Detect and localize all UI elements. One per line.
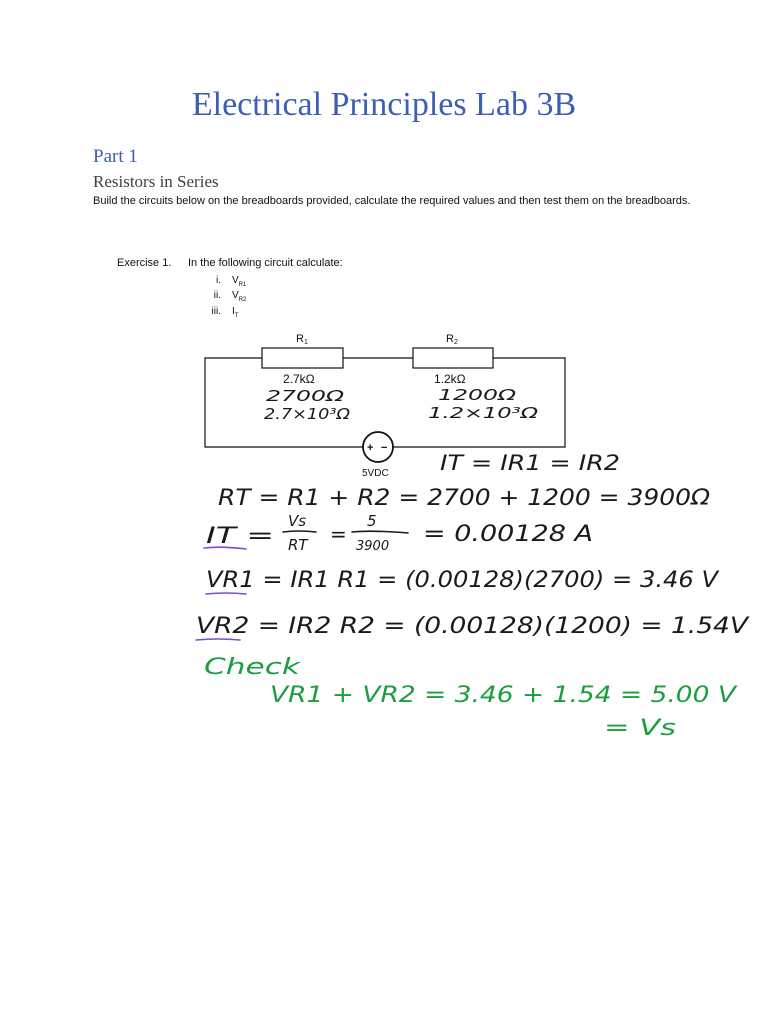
it-rhs: = 0.00128 A	[423, 522, 593, 547]
document-title: Electrical Principles Lab 3B	[191, 86, 577, 123]
list-item-main: I	[232, 306, 235, 317]
total-resistance-line: RT = R1 + R2 = 2700 + 1200 = 3900Ω	[218, 486, 711, 511]
r2-note-sci: 1.2×10³Ω	[428, 404, 539, 422]
current-relation: IT = IR1 = IR2	[440, 451, 620, 475]
it-lhs: IT =	[206, 524, 274, 549]
list-item-main: V	[232, 290, 239, 301]
check-label: Check	[204, 655, 302, 680]
r2-note-ohms: 1200Ω	[438, 386, 517, 404]
it-frac1-num: Vs	[288, 512, 307, 530]
source-minus: −	[381, 442, 388, 454]
vr2-underline	[196, 639, 240, 640]
r1-note-sci: 2.7×10³Ω	[264, 405, 351, 423]
exercise-prompt: In the following circuit calculate:	[188, 257, 343, 269]
r1-label: R1	[296, 333, 308, 346]
fraction-bar-2	[352, 531, 408, 533]
part-heading: Part 1	[93, 146, 138, 167]
resistor-r1-body	[262, 348, 343, 368]
fraction-bar-1	[283, 531, 316, 532]
it-frac2-den: 3900	[356, 539, 390, 554]
check-result: = Vs	[604, 716, 676, 741]
r2-label: R2	[446, 333, 458, 346]
exercise-label: Exercise 1.	[117, 257, 172, 269]
list-item-number: iii.	[211, 306, 221, 317]
it-frac2-num: 5	[367, 512, 377, 530]
source-plus: +	[367, 442, 374, 454]
section-subheading: Resistors in Series	[93, 172, 219, 191]
r2-value: 1.2kΩ	[434, 372, 466, 386]
r1-note-ohms: 2700Ω	[266, 387, 345, 405]
check-line: VR1 + VR2 = 3.46 + 1.54 = 5.00 V	[270, 683, 739, 708]
it-eq: =	[330, 522, 347, 546]
intro-paragraph: Build the circuits below on the breadboards provided, calculate the required values and then test them on the breadboards.	[93, 195, 691, 207]
list-item-sub: T	[234, 313, 239, 319]
vr1-line: VR1 = IR1 R1 = (0.00128)(2700) = 3.46 V	[206, 568, 721, 593]
list-item-main: V	[232, 275, 239, 286]
it-frac1-den: RT	[288, 536, 308, 554]
vr2-line: VR2 = IR2 R2 = (0.00128)(1200) = 1.54V	[196, 614, 751, 639]
vr1-underline	[206, 593, 246, 594]
resistor-r2-body	[413, 348, 493, 368]
list-item-number: ii.	[213, 290, 221, 301]
list-item-sub: R1	[238, 282, 247, 288]
r1-value: 2.7kΩ	[283, 372, 315, 386]
source-label: 5VDC	[362, 468, 389, 479]
list-item-sub: R2	[238, 297, 247, 303]
list-item-number: i.	[216, 275, 221, 286]
